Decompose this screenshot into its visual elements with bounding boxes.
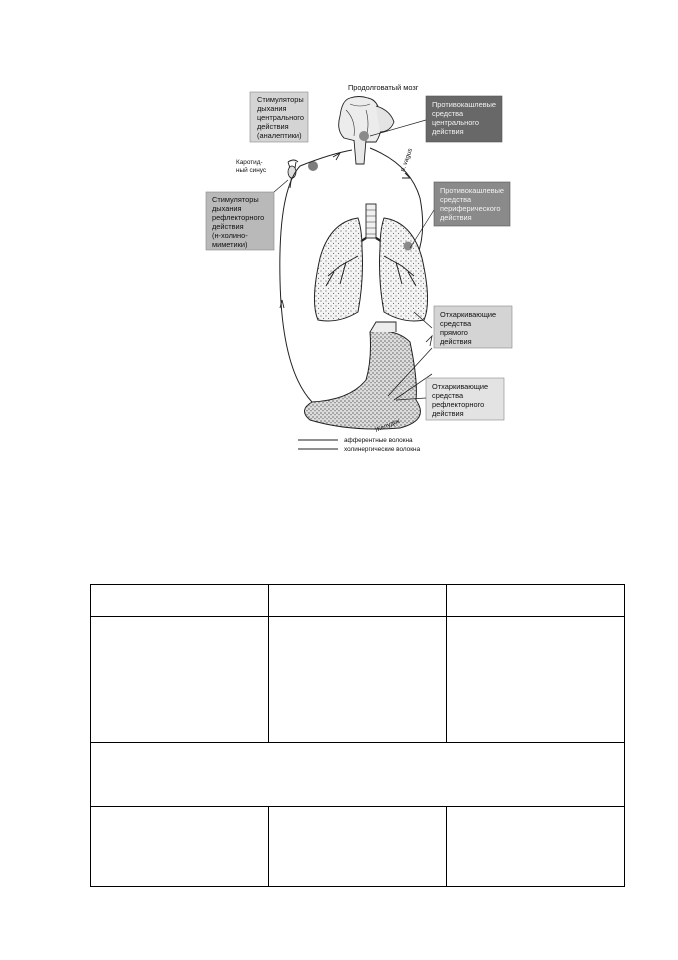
svg-text:миметики): миметики) bbox=[212, 240, 248, 249]
svg-text:Противокашлевые: Противокашлевые bbox=[440, 186, 505, 195]
table-cell bbox=[91, 617, 269, 743]
svg-text:Противокашлевые: Противокашлевые bbox=[432, 100, 497, 109]
table-row bbox=[91, 585, 625, 617]
legend bbox=[298, 437, 421, 453]
svg-text:действия: действия bbox=[432, 127, 464, 136]
svg-text:Стимуляторы: Стимуляторы bbox=[257, 95, 304, 104]
svg-text:действия: действия bbox=[440, 213, 472, 222]
table-cell bbox=[269, 807, 447, 887]
respiratory-pharmacology-diagram bbox=[200, 80, 530, 460]
svg-text:Отхаркивающие: Отхаркивающие bbox=[432, 382, 489, 391]
svg-text:действия: действия bbox=[440, 337, 472, 346]
box-central-stimulants bbox=[250, 92, 308, 142]
box-reflex-expectorants bbox=[426, 378, 504, 420]
svg-text:рефлекторного: рефлекторного bbox=[432, 400, 485, 409]
legend-afferent: афферентные волокна bbox=[344, 437, 413, 444]
svg-text:прямого: прямого bbox=[440, 328, 468, 337]
stomach-label: Желудок bbox=[374, 417, 401, 434]
medulla-illustration bbox=[339, 97, 394, 165]
svg-text:центрального: центрального bbox=[432, 118, 479, 127]
svg-text:средства: средства bbox=[432, 109, 464, 118]
svg-text:(аналептики): (аналептики) bbox=[257, 131, 302, 140]
table-row bbox=[91, 617, 625, 743]
table-cell bbox=[91, 807, 269, 887]
svg-text:(н-холино-: (н-холино- bbox=[212, 231, 248, 240]
carotid-label-1: Каротид- bbox=[236, 159, 263, 166]
carotid-label-2: ный синус bbox=[236, 167, 267, 174]
table-cell bbox=[269, 585, 447, 617]
table-row bbox=[91, 743, 625, 807]
svg-text:действия: действия bbox=[432, 409, 464, 418]
svg-text:дыхания: дыхания bbox=[212, 204, 242, 213]
svg-text:Отхаркивающие: Отхаркивающие bbox=[440, 310, 497, 319]
box-central-antitussives bbox=[426, 96, 502, 142]
medulla-title: Продолговатый мозг bbox=[348, 83, 419, 92]
table-cell bbox=[91, 743, 625, 807]
table-cell bbox=[447, 617, 625, 743]
svg-text:действия: действия bbox=[257, 122, 289, 131]
table-cell bbox=[447, 807, 625, 887]
central-site-dot bbox=[359, 131, 369, 141]
right-lung bbox=[380, 218, 428, 321]
svg-text:средства: средства bbox=[432, 391, 464, 400]
svg-text:рефлекторного: рефлекторного bbox=[212, 213, 265, 222]
svg-text:средства: средства bbox=[440, 319, 472, 328]
svg-text:центрального: центрального bbox=[257, 113, 304, 122]
legend-cholinergic: холинергические волокна bbox=[344, 446, 421, 453]
table-cell bbox=[269, 617, 447, 743]
stomach-illustration bbox=[304, 322, 420, 429]
box-reflex-stimulants bbox=[206, 192, 274, 250]
svg-text:средства: средства bbox=[440, 195, 472, 204]
svg-text:периферического: периферического bbox=[440, 204, 501, 213]
table-row bbox=[91, 807, 625, 887]
table-cell bbox=[91, 585, 269, 617]
box-peripheral-antitussives bbox=[434, 182, 510, 226]
svg-text:дыхания: дыхания bbox=[257, 104, 287, 113]
empty-table bbox=[90, 584, 625, 887]
box-direct-expectorants bbox=[434, 306, 512, 348]
left-lung bbox=[314, 218, 362, 321]
svg-text:Стимуляторы: Стимуляторы bbox=[212, 195, 259, 204]
table-cell bbox=[447, 585, 625, 617]
svg-text:действия: действия bbox=[212, 222, 244, 231]
vagus-label: n. vagus bbox=[399, 147, 415, 173]
